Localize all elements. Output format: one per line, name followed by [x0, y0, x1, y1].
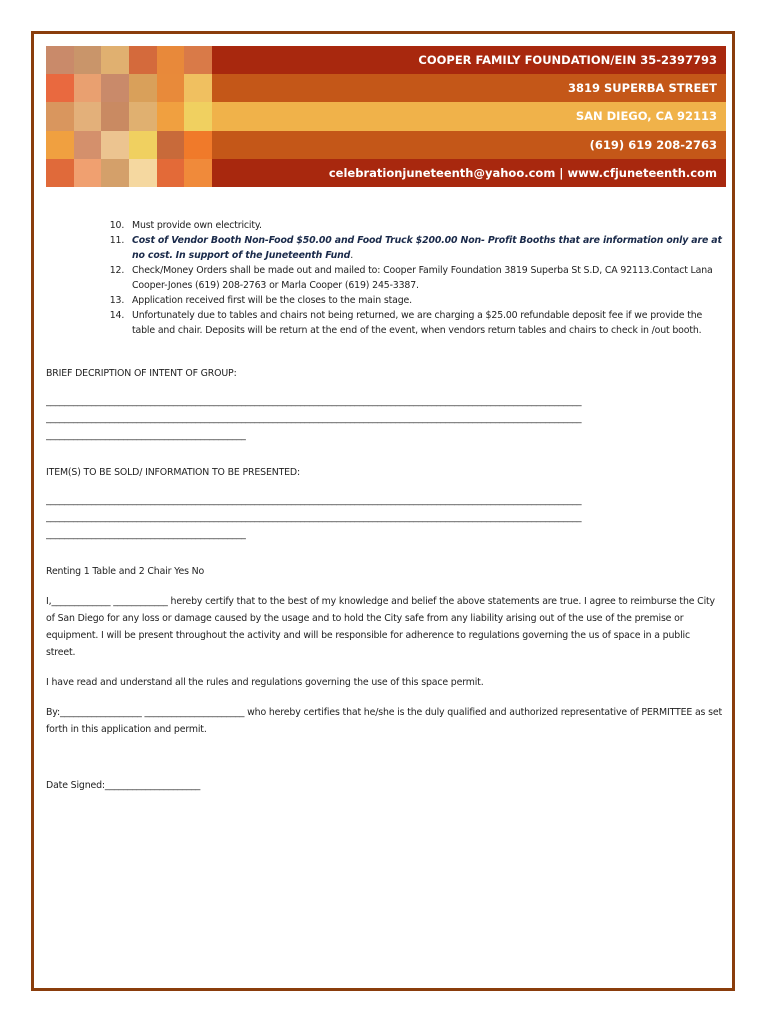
brief-description-label: BRIEF DECRIPTION OF INTENT OF GROUP:	[46, 368, 237, 379]
mosaic-tile	[46, 131, 74, 159]
brief-line-1[interactable]: ______________________________________________________________________________________________________________________	[46, 396, 582, 407]
mosaic-tile	[46, 159, 74, 187]
rule-text: In support of the Juneteenth Fund	[175, 250, 351, 261]
mosaic-tile	[101, 74, 129, 102]
rule-text: Unfortunately due to tables and chairs not being returned, we are charging a $25.00 refundable deposit fee if we provide the table and chair. Deposits will be return at the end of the event, when vendors return tables and chairs to check in /out booth.	[132, 310, 703, 336]
by-signature-statement[interactable]: By:__________________ ______________________ who hereby certifies that he/she is the duly qualified and authorized representative of PERMITTEE as set forth in this application and permit.	[46, 707, 722, 735]
mosaic-tile	[74, 74, 102, 102]
logo-mosaic	[46, 46, 212, 187]
rule-item	[127, 263, 722, 293]
mosaic-tile	[184, 159, 212, 187]
header-foundation-name: COOPER FAMILY FOUNDATION/EIN 35-2397793	[212, 46, 726, 74]
header-city: SAN DIEGO, CA 92113	[212, 102, 726, 130]
rule-text: Must provide own electricity.	[132, 220, 262, 231]
mosaic-tile	[46, 102, 74, 130]
brief-line-2[interactable]: ______________________________________________________________________________________________________________________	[46, 413, 582, 424]
mosaic-tile	[129, 74, 157, 102]
header-street: 3819 SUPERBA STREET	[212, 74, 726, 102]
form-body	[46, 218, 722, 793]
items-label: ITEM(S) TO BE SOLD/ INFORMATION TO BE PRESENTED:	[46, 467, 301, 478]
header-bars	[212, 46, 726, 187]
mosaic-tile	[184, 131, 212, 159]
mosaic-tile	[184, 74, 212, 102]
mosaic-tile	[101, 46, 129, 74]
mosaic-tile	[157, 46, 185, 74]
certify-statement: I,_____________ ____________ hereby certify that to the best of my knowledge and belief the above statements are true. I agree to reimburse the City of San Diego for any loss or damage caused by the usage and to hold the City safe from any liability arising out of the use of the premise or equipment. I will be present throughout the activity and will be responsible for adherence to regulations governing the us of space in a public street.	[46, 596, 715, 658]
items-line-3[interactable]: ____________________________________________	[46, 529, 246, 540]
mosaic-tile	[157, 74, 185, 102]
mosaic-tile	[157, 131, 185, 159]
items-line-2[interactable]: ______________________________________________________________________________________________________________________	[46, 512, 582, 523]
mosaic-tile	[74, 159, 102, 187]
mosaic-tile	[129, 46, 157, 74]
rule-item	[127, 308, 722, 338]
mosaic-tile	[129, 159, 157, 187]
mosaic-tile	[184, 102, 212, 130]
mosaic-tile	[184, 46, 212, 74]
rule-text: Cost of Vendor Booth Non-Food $50.00 and Food Truck $200.00 Non- Profit Booths that are information only are at no cost.	[132, 235, 722, 261]
header-contact[interactable]: celebrationjuneteenth@yahoo.com | www.cfjuneteenth.com	[212, 159, 726, 187]
mosaic-tile	[101, 159, 129, 187]
read-rules-statement: I have read and understand all the rules and regulations governing the use of this space permit.	[46, 677, 484, 688]
rule-item: 11. Cost of Vendor Booth Non-Food $50.00 and Food Truck $200.00 Non- Profit Booths that are information only are at no cost. In support of the Juneteenth Fund.	[127, 233, 722, 263]
mosaic-tile	[157, 159, 185, 187]
mosaic-tile	[46, 74, 74, 102]
rule-text: Check/Money Orders shall be made out and mailed to: Cooper Family Foundation 3819 Superba St S.D, CA 92113.Contact Lana Cooper-Jones (619) 208-2763 or Marla Cooper (619) 245-3387.	[132, 265, 713, 291]
items-line-1[interactable]: ______________________________________________________________________________________________________________________	[46, 495, 582, 506]
mosaic-tile	[101, 131, 129, 159]
header-phone: (619) 619 208-2763	[212, 131, 726, 159]
mosaic-tile	[46, 46, 74, 74]
mosaic-tile	[157, 102, 185, 130]
rule-item	[127, 218, 722, 233]
mosaic-tile	[101, 102, 129, 130]
mosaic-tile	[129, 131, 157, 159]
mosaic-tile	[74, 131, 102, 159]
date-signed-field[interactable]: Date Signed:_____________________	[46, 780, 201, 791]
rules-list	[46, 218, 722, 338]
mosaic-tile	[74, 46, 102, 74]
brief-line-3[interactable]: ____________________________________________	[46, 430, 246, 441]
rule-item	[127, 293, 722, 308]
renting-question[interactable]: Renting 1 Table and 2 Chair Yes No	[46, 566, 205, 577]
rule-text: Application received first will be the closes to the main stage.	[132, 295, 412, 306]
mosaic-tile	[129, 102, 157, 130]
mosaic-tile	[74, 102, 102, 130]
